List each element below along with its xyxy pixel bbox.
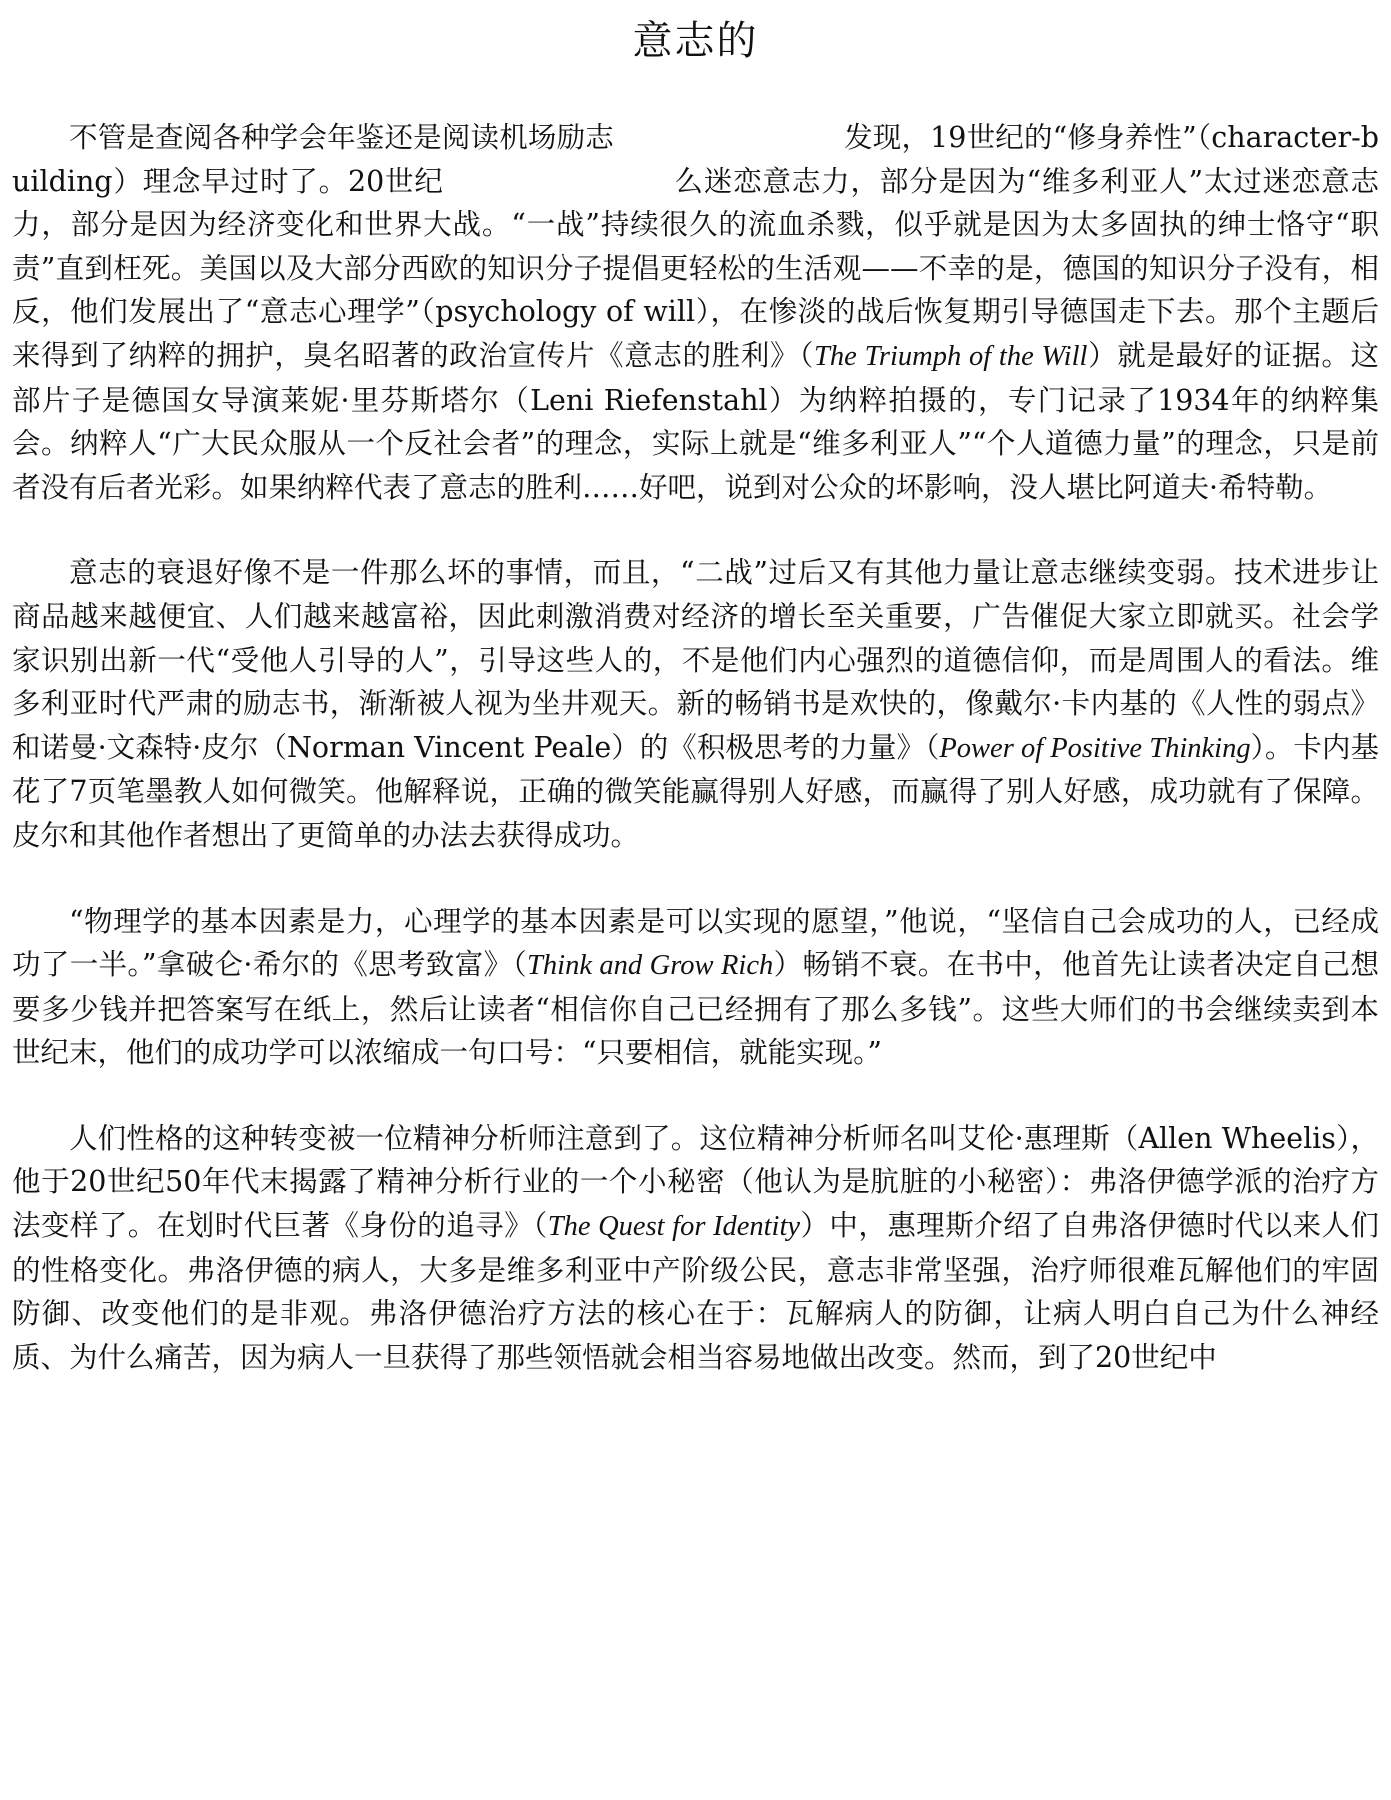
text-run: ）畅销不衰。在书中，他首先让读者决定自己想要多少钱并把答案写在纸上，然后让读者“相信你自己已经拥有了那么多钱”。这些大师们的书会继续卖到本世纪末，他们的成功学可以浓缩成一句口号：“只要相信，就能实现。” bbox=[12, 948, 1379, 1070]
text-run: 么迷恋意志力，部分是因为“维多利亚人”太过迷恋意志力，部分是因为经济变化和世界大战。“一战”持续很久的流血杀戮，似乎就是因为太多固执的绅士恪守“职责”直到枉死。美国以及大部分西欧的知识分子提倡更轻松的生活观——不幸的是，德国的知识分子没有，相反，他们发展出了“意志心理学”（psychology of will），在惨淡的战后恢复期引导德国走下去。那个主题后来得到了纳粹的拥护，臭名昭著的政治宣传片《意志的胜利》（ bbox=[12, 164, 1379, 372]
paragraph bbox=[12, 900, 1379, 1075]
text-run: 意志的衰退好像不是一件那么坏的事情，而且，“二战”过后又有其他力量让意志继续变弱。技术进步让商品越来越便宜、人们越来越富裕，因此刺激消费对经济的增长至关重要，广告催促大家立即就买。社会学家识别出新一代“受他人引导的人”，引导这些人的，不是他们内心强烈的道德信仰，而是周围人的看法。维多利亚时代严肃的励志书，渐渐被人视为坐井观天。新的畅销书是欢快的，像戴尔·卡内基的《人性的弱点》和诺曼·文森特·皮尔（Norman Vincent Peale）的《积极思考的力量》（ bbox=[12, 556, 1379, 764]
text-run: ）就是最好的证据。这部片子是德国女导演莱妮·里芬斯塔尔（Leni Riefenstahl）为纳粹拍摄的，专门记录了1934年的纳粹集会。纳粹人“广大民众服从一个反社会者”的理念，实际上就是“维多利亚人”“个人道德力量”的理念，只是前者没有后者光彩。如果纳粹代表了意志的胜利……好吧，说到对公众的坏影响，没人堪比阿道夫·希特勒。 bbox=[12, 338, 1379, 504]
book-title-italic: Power of Positive Thinking bbox=[939, 732, 1251, 764]
text-run: ）中，惠理斯介绍了自弗洛伊德时代以来人们的性格变化。弗洛伊德的病人，大多是维多利亚中产阶级公民，意志非常坚强，治疗师很难瓦解他们的牢固防御、改变他们的是非观。弗洛伊德治疗方法的核心在于：瓦解病人的防御，让病人明白自己为什么神经质、为什么痛苦，因为病人一旦获得了那些领悟就会相当容易地做出改变。然而，到了20世纪中 bbox=[12, 1209, 1379, 1374]
text-run: 发现，19世纪的“修身养性”（character-building）理念早过时了。20世纪 bbox=[12, 121, 1379, 198]
text-run: “物理学的基本因素是力，心理学的基本因素是可以实现的愿望，”他说，“坚信自己会成功的人，已经成功了一半。”拿破仑·希尔的《思考致富》（ bbox=[12, 904, 1379, 982]
book-title-italic: Think and Grow Rich bbox=[527, 950, 774, 982]
text-run: 人们性格的这种转变被一位精神分析师注意到了。这位精神分析师名叫艾伦·惠理斯（Allen Wheelis），他于20世纪50年代末揭露了精神分析行业的一个小秘密（他认为是肮脏的小秘密）：弗洛伊德学派的治疗方法变样了。在划时代巨著《身份的追寻》（ bbox=[12, 1121, 1379, 1243]
paragraph bbox=[12, 1117, 1379, 1380]
book-title-italic: The Quest for Identity bbox=[547, 1211, 801, 1243]
paragraph bbox=[12, 551, 1379, 857]
page-title: 意志的 bbox=[632, 18, 759, 64]
book-title-italic: The Triumph of the Will bbox=[814, 340, 1088, 372]
paragraph bbox=[12, 116, 1379, 509]
text-run: ）。卡内基花了7页笔墨教人如何微笑。他解释说，正确的微笑能赢得别人好感，而赢得了别人好感，成功就有了保障。皮尔和其他作者想出了更简单的办法去获得成功。 bbox=[12, 730, 1379, 852]
text-run: 不管是查阅各种学会年鉴还是阅读机场励志 bbox=[69, 121, 614, 154]
body-text bbox=[12, 116, 1379, 1379]
